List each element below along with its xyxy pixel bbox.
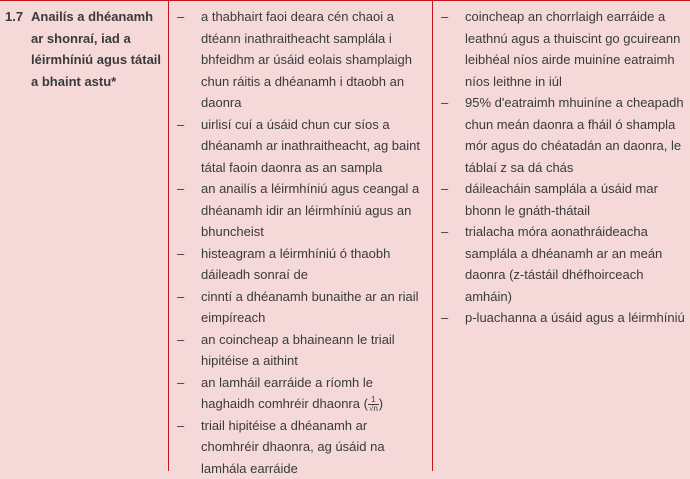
bullet-dash: – xyxy=(441,6,455,28)
learning-outcome-item-text xyxy=(201,329,427,372)
extended-outcome-item-text xyxy=(465,178,686,221)
text-line: bhfeidhm ar úsáid eolais shamplaigh xyxy=(201,49,427,71)
learning-outcome-item-text xyxy=(201,6,427,114)
text-line: 95% d'eatraimh mhuiníne a cheapadh xyxy=(465,92,686,114)
text-line: amháin) xyxy=(465,286,686,308)
heading-line-2: ar shonraí, iad a xyxy=(5,28,161,50)
text-line: p-luachanna a úsáid agus a léirmhíniú xyxy=(465,307,686,329)
extended-outcome-item-text xyxy=(465,92,686,178)
text-line: an coincheap a bhaineann le triail xyxy=(201,329,427,351)
text-line: leibhéal níos airde muiníne eatraimh xyxy=(465,49,686,71)
bullet-dash: – xyxy=(177,286,191,308)
fraction xyxy=(368,396,379,413)
text-line: coincheap an chorrlaigh earráide a xyxy=(465,6,686,28)
bullet-dash: – xyxy=(177,178,191,200)
bullet-dash: – xyxy=(177,329,191,351)
learning-outcome-item xyxy=(177,178,427,243)
text-line xyxy=(201,393,427,415)
learning-outcome-item xyxy=(177,329,427,372)
extended-outcomes-list xyxy=(441,6,686,329)
text-line: dtéann inathraitheacht samplála i xyxy=(201,28,427,50)
learning-outcome-item-text xyxy=(201,286,427,329)
bullet-dash: – xyxy=(177,372,191,394)
learning-outcome-item xyxy=(177,243,427,286)
text-line: trialacha móra aonathráideacha xyxy=(465,221,686,243)
extended-outcome-item xyxy=(441,307,686,329)
extended-outcome-item xyxy=(441,92,686,178)
fraction-denominator: √n xyxy=(368,405,379,413)
text-line: bhuncheist xyxy=(201,221,427,243)
bullet-dash: – xyxy=(177,114,191,136)
text-line: daonra xyxy=(201,92,427,114)
extended-outcome-item xyxy=(441,221,686,307)
heading-line-1: Anailís a dhéanamh xyxy=(31,9,153,24)
bullet-dash: – xyxy=(441,221,455,243)
fraction-numerator: 1 xyxy=(368,396,379,405)
learning-outcome-item xyxy=(177,286,427,329)
bullet-dash: – xyxy=(441,307,455,329)
text-line: eimpíreach xyxy=(201,307,427,329)
text-line: dáileacháin samplála a úsáid mar xyxy=(465,178,686,200)
text-line: histeagram a léirmhíniú ó thaobh xyxy=(201,243,427,265)
text-line: a thabhairt faoi deara cén chaoi a xyxy=(201,6,427,28)
text-line: tátal faoin daonra as an sampla xyxy=(201,157,427,179)
bullet-dash: – xyxy=(441,92,455,114)
text-line: mór agus do chéatadán an daonra, le xyxy=(465,135,686,157)
topic-heading xyxy=(5,6,161,92)
heading-line-3: léirmhíniú agus tátail xyxy=(5,49,161,71)
extended-outcome-item-text xyxy=(465,307,686,329)
learning-outcome-item-text xyxy=(201,243,427,286)
text-line: dhéanamh idir an léirmhíniú agus an xyxy=(201,200,427,222)
bullet-dash: – xyxy=(177,415,191,437)
bullet-dash: – xyxy=(177,6,191,28)
learning-outcome-item xyxy=(177,6,427,114)
text-line: dhéanamh ar inathraitheacht, ag baint xyxy=(201,135,427,157)
learning-outcome-item-text xyxy=(201,415,427,479)
bullet-dash: – xyxy=(177,243,191,265)
text-line-part: haghaidh comhréir dhaonra ( xyxy=(201,396,368,411)
learning-outcome-item-text xyxy=(201,372,427,415)
topic-column xyxy=(0,0,169,471)
text-line: níos leithne in iúl xyxy=(465,71,686,93)
learning-outcome-item xyxy=(177,415,427,479)
extended-outcome-item xyxy=(441,6,686,92)
fraction-suffix: ) xyxy=(379,396,383,411)
text-line: triail hipitéise a dhéanamh ar xyxy=(201,415,427,437)
learning-outcome-item-text xyxy=(201,114,427,179)
text-line: chomhréir dhaonra, ag úsáid na xyxy=(201,436,427,458)
learning-outcomes-list xyxy=(177,6,427,479)
heading-line-4: a bhaint astu* xyxy=(5,71,161,93)
text-line: an anailís a léirmhíniú agus ceangal a xyxy=(201,178,427,200)
extended-outcome-item-text xyxy=(465,6,686,92)
bullet-dash: – xyxy=(441,178,455,200)
text-line: hipitéise a aithint xyxy=(201,350,427,372)
text-line: chun meán daonra a fháil ó shampla xyxy=(465,114,686,136)
topic-number: 1.7 xyxy=(5,6,31,28)
text-line: lamhála earráide xyxy=(201,458,427,479)
extended-outcome-item xyxy=(441,178,686,221)
text-line: táblaí z sa dá chás xyxy=(465,157,686,179)
text-line: samplála a dhéanamh ar an meán xyxy=(465,243,686,265)
extended-outcomes-column xyxy=(433,0,690,471)
learning-outcome-item xyxy=(177,372,427,415)
text-line: dáileadh sonraí de xyxy=(201,264,427,286)
text-line: cinntí a dhéanamh bunaithe ar an riail xyxy=(201,286,427,308)
learning-outcome-item-text xyxy=(201,178,427,243)
text-line: chun ráitis a dhéanamh i dtaobh an xyxy=(201,71,427,93)
text-line: an lamháil earráide a ríomh le xyxy=(201,372,427,394)
learning-outcomes-column xyxy=(169,0,433,471)
text-line: bhonn le gnáth-thátail xyxy=(465,200,686,222)
text-line: uirlisí cuí a úsáid chun cur síos a xyxy=(201,114,427,136)
learning-outcome-item xyxy=(177,114,427,179)
text-line: daonra (z-tástáil dhéfhoirceach xyxy=(465,264,686,286)
text-line: leathnú agus a thuiscint go gcuireann xyxy=(465,28,686,50)
extended-outcome-item-text xyxy=(465,221,686,307)
